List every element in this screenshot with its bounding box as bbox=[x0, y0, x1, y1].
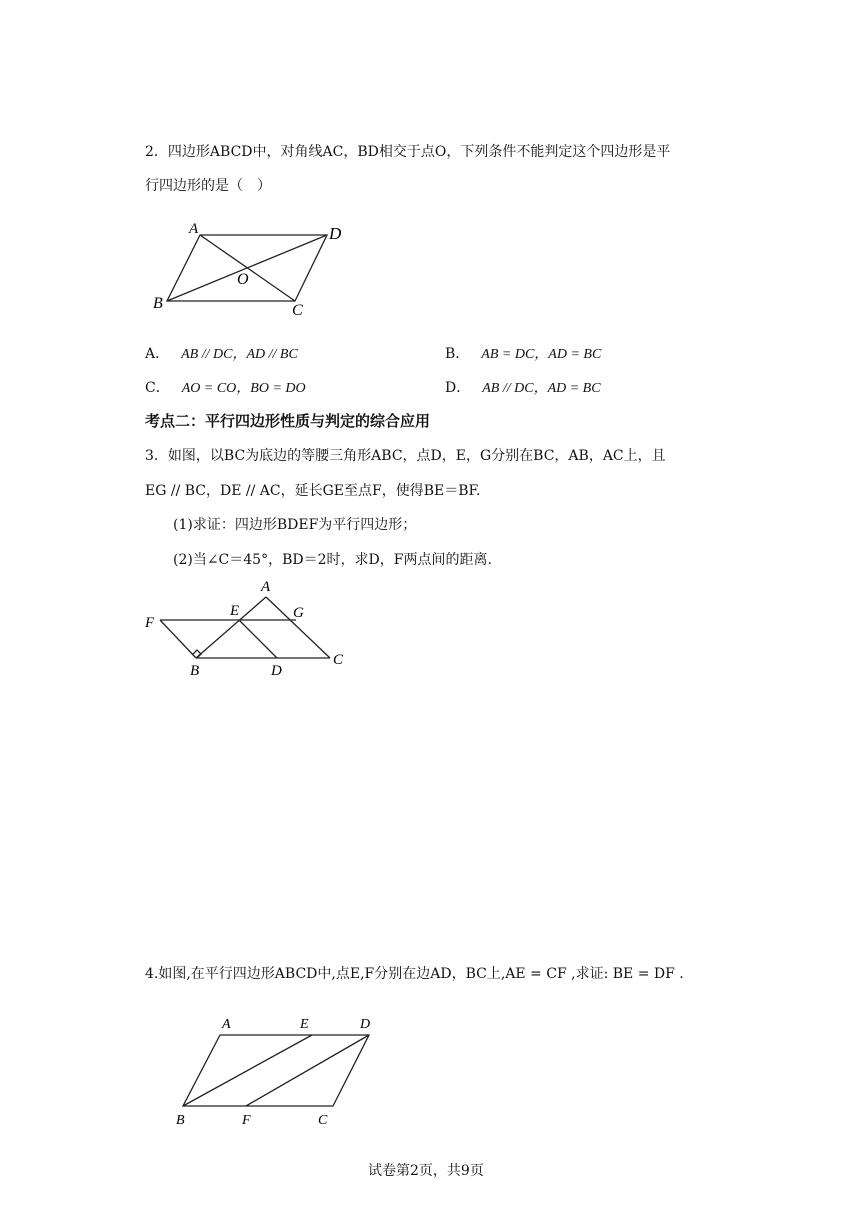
q2-label-C: C bbox=[292, 302, 303, 318]
q2-label-B: B bbox=[153, 295, 163, 312]
q4-label-C: C bbox=[318, 1113, 328, 1128]
q4-figure-parallelogram bbox=[170, 1010, 390, 1135]
q3-part2: (2)当∠C＝45°，BD＝2时，求D，F两点间的距离. bbox=[173, 552, 492, 568]
q3-part1: (1)求证：四边形BDEF为平行四边形； bbox=[173, 517, 417, 533]
q4-label-D: D bbox=[360, 1017, 371, 1032]
q3-label-A: A bbox=[261, 579, 271, 595]
page-footer: 试卷第2页，共9页 bbox=[368, 1163, 484, 1179]
q2-label-A: A bbox=[189, 221, 199, 237]
q2-option-A: A． AB // DC，AD // BC bbox=[145, 346, 298, 362]
q2-text-line2: 行四边形的是（ ） bbox=[145, 178, 271, 194]
q3-figure bbox=[140, 575, 360, 685]
q2-text-line1: 2．四边形ABCD中，对角线AC，BD相交于点O，下列条件不能判定这个四边形是平 bbox=[145, 144, 671, 160]
q4-label-A: A bbox=[222, 1017, 231, 1032]
q2-figure-parallelogram bbox=[145, 218, 365, 318]
q4-text-line1: 4.如图,在平行四边形ABCD中,点E,F分别在边AD，BC上,AE = CF ,求证: BE = DF . bbox=[145, 966, 684, 982]
q3-label-F: F bbox=[145, 615, 155, 631]
q2-option-C: C． AO = CO，BO = DO bbox=[145, 380, 306, 396]
q2-option-D: D． AB // DC，AD = BC bbox=[445, 380, 601, 396]
q3-label-C: C bbox=[333, 652, 344, 668]
q2-label-D: D bbox=[329, 224, 342, 243]
q3-label-E: E bbox=[230, 603, 240, 619]
q3-label-G: G bbox=[293, 605, 304, 621]
q3-text-line1: 3．如图，以BC为底边的等腰三角形ABC，点D，E，G分别在BC，AB，AC上，且 bbox=[145, 448, 666, 464]
section-heading: 考点二：平行四边形性质与判定的综合应用 bbox=[145, 412, 431, 430]
q4-label-B: B bbox=[176, 1113, 185, 1128]
q2-option-B: B． AB = DC，AD = BC bbox=[445, 346, 602, 362]
q3-text-line2: EG // BC，DE // AC，延长GE至点F，使得BE＝BF. bbox=[145, 483, 481, 499]
q4-label-E: E bbox=[300, 1017, 309, 1032]
q2-label-O: O bbox=[237, 271, 249, 288]
q4-label-F: F bbox=[242, 1113, 251, 1128]
q3-label-D: D bbox=[271, 663, 282, 679]
q3-label-B: B bbox=[190, 663, 200, 679]
